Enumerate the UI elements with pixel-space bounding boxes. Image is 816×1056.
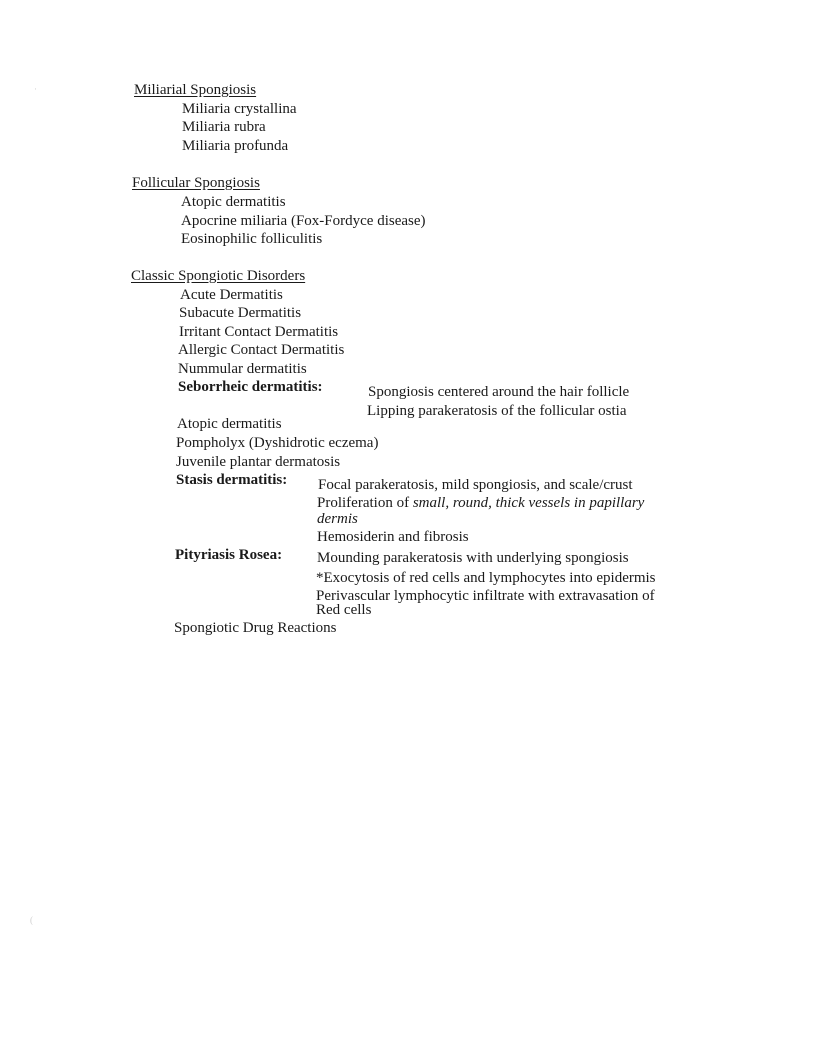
list-item: Apocrine miliaria (Fox-Fordyce disease) bbox=[181, 213, 426, 229]
definition-line: Perivascular lymphocytic infiltrate with extravasation of bbox=[316, 588, 655, 604]
list-item: Miliaria rubra bbox=[182, 119, 266, 135]
definition-line: Red cells bbox=[316, 602, 372, 618]
list-item: Atopic dermatitis bbox=[181, 194, 286, 210]
definition-line: Lipping parakeratosis of the follicular ostia bbox=[367, 403, 627, 419]
definition-line: Spongiosis centered around the hair follicle bbox=[368, 384, 630, 400]
list-item: Juvenile plantar dermatosis bbox=[176, 454, 341, 470]
section-heading-miliarial: Miliarial Spongiosis bbox=[134, 82, 257, 98]
term-seborrheic: Seborrheic dermatitis: bbox=[178, 379, 323, 395]
definition-line: Mounding parakeratosis with underlying spongiosis bbox=[317, 550, 629, 566]
scan-speck: ( bbox=[30, 915, 33, 925]
definition-line bbox=[317, 494, 644, 512]
list-item: Miliaria crystallina bbox=[182, 101, 297, 117]
list-item: Irritant Contact Dermatitis bbox=[179, 324, 339, 340]
definition-line: Hemosiderin and fibrosis bbox=[317, 529, 469, 545]
term-stasis: Stasis dermatitis: bbox=[176, 472, 288, 488]
scan-speck: · bbox=[34, 84, 37, 94]
list-item: Acute Dermatitis bbox=[180, 287, 283, 303]
definition-line: dermis bbox=[317, 511, 358, 527]
list-item: Spongiotic Drug Reactions bbox=[174, 620, 337, 636]
list-item: Allergic Contact Dermatitis bbox=[178, 342, 345, 358]
list-item: Pompholyx (Dyshidrotic eczema) bbox=[176, 435, 379, 451]
definition-line: Focal parakeratosis, mild spongiosis, and scale/crust bbox=[318, 477, 633, 493]
list-item: Atopic dermatitis bbox=[177, 416, 282, 432]
term-pityriasis: Pityriasis Rosea: bbox=[175, 547, 283, 563]
list-item: Nummular dermatitis bbox=[178, 361, 307, 377]
definition-emphasis: small, round, thick vessels in papillary bbox=[412, 495, 645, 511]
definition-line: *Exocytosis of red cells and lymphocytes into epidermis bbox=[316, 570, 656, 586]
list-item: Subacute Dermatitis bbox=[179, 305, 302, 321]
list-item: Miliaria profunda bbox=[182, 138, 289, 154]
section-heading-classic: Classic Spongiotic Disorders bbox=[131, 268, 306, 284]
section-heading-follicular: Follicular Spongiosis bbox=[132, 175, 260, 191]
definition-text: Proliferation of bbox=[317, 495, 413, 511]
list-item: Eosinophilic folliculitis bbox=[181, 231, 323, 247]
